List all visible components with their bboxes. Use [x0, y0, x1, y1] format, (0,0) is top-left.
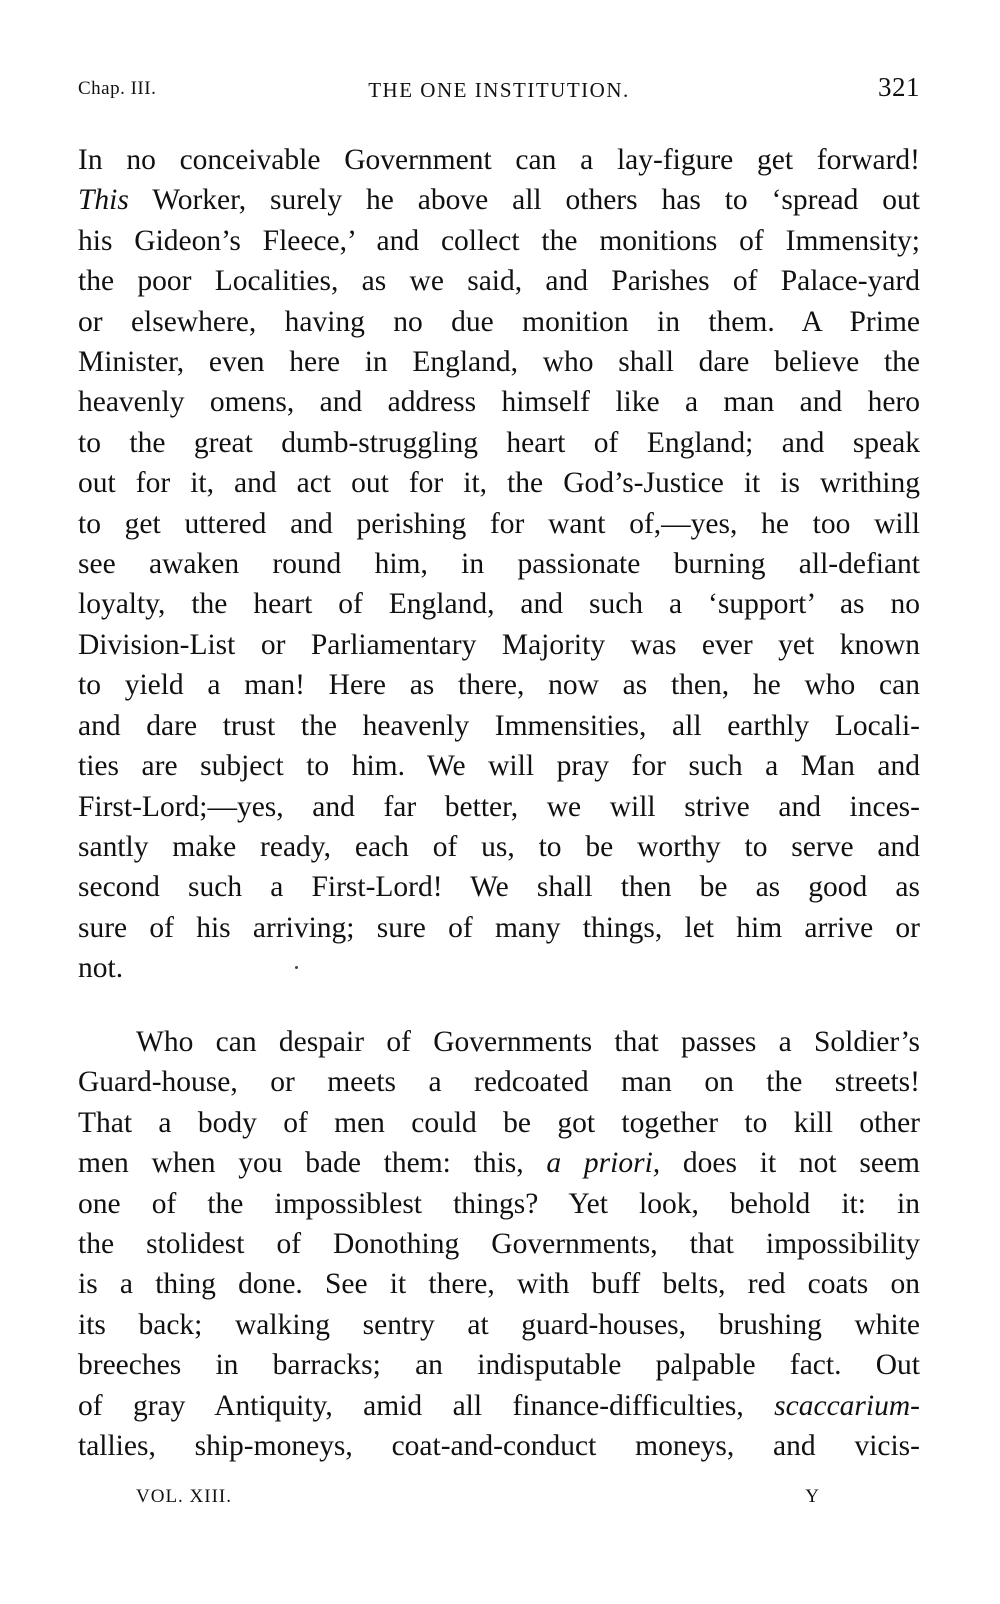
signature-mark: Y — [805, 1486, 820, 1507]
text-line: or elsewhere, having no due monition in them. A Prime — [78, 305, 920, 338]
text-line: men when you bade them: this, a priori, does it not seem — [78, 1147, 920, 1180]
text-line: sure of his arriving; sure of many things, let him arrive or — [78, 911, 920, 944]
text-line: not. — [78, 952, 124, 985]
text-line: the stolidest of Donothing Governments, that impossibility — [78, 1228, 920, 1261]
text-line: That a body of men could be got together to kill other — [78, 1106, 920, 1139]
page-footer — [78, 1486, 920, 1516]
chapter-label: Chap. III. — [78, 78, 157, 99]
running-title: THE ONE INSTITUTION. — [368, 78, 630, 102]
text-line: to yield a man! Here as there, now as then, he who can — [78, 669, 920, 702]
text-line: is a thing done. See it there, with buff belts, red coats on — [78, 1268, 920, 1301]
text-line: of gray Antiquity, amid all finance-difficulties, scaccarium- — [78, 1389, 920, 1422]
running-header — [78, 72, 920, 112]
text-line: its back; walking sentry at guard-houses, brushing white — [78, 1308, 920, 1341]
italic-word: a priori, — [546, 1147, 661, 1180]
volume-label: VOL. XIII. — [136, 1486, 233, 1507]
paragraph-2 — [78, 1022, 920, 1466]
text-line: Division-List or Parliamentary Majority was ever yet known — [78, 628, 920, 661]
text-line: see awaken round him, in passionate burning all-defiant — [78, 548, 920, 581]
text-line: Who can despair of Governments that passes a Soldier’s — [136, 1026, 920, 1058]
text-line: one of the impossiblest things? Yet look, behold it: in — [78, 1187, 920, 1220]
text-line: First-Lord;—yes, and far better, we will strive and inces- — [78, 790, 920, 823]
stray-ink-mark — [295, 966, 298, 969]
text-line: to get uttered and perishing for want of,—yes, he too will — [78, 507, 920, 540]
text-line: tallies, ship-moneys, coat-and-conduct moneys, and vicis- — [78, 1430, 920, 1463]
text-line: Guard-house, or meets a redcoated man on the streets! — [78, 1066, 920, 1099]
text-line: Minister, even here in England, who shall dare believe the — [78, 346, 920, 379]
italic-word: This — [78, 184, 129, 217]
text-line: and dare trust the heavenly Immensities, all earthly Locali- — [78, 709, 920, 742]
text-line: In no conceivable Government can a lay-figure get forward! — [78, 144, 920, 176]
paragraph-1 — [78, 140, 920, 989]
text-line: heavenly omens, and address himself like a man and hero — [78, 386, 920, 419]
text-line: This Worker, surely he above all others has to ‘spread out — [78, 184, 920, 217]
page-number: 321 — [878, 72, 920, 102]
text-line: second such a First-Lord! We shall then be as good as — [78, 871, 920, 904]
text-line: his Gideon’s Fleece,’ and collect the monitions of Immensity; — [78, 224, 920, 257]
text-line: the poor Localities, as we said, and Parishes of Palace-yard — [78, 265, 920, 298]
italic-word: scaccarium- — [774, 1389, 920, 1422]
text-line: santly make ready, each of us, to be worthy to serve and — [78, 830, 920, 863]
text-line: breeches in barracks; an indisputable palpable fact. Out — [78, 1349, 920, 1382]
text-line: out for it, and act out for it, the God’s-Justice it is writhing — [78, 467, 920, 500]
text-line: ties are subject to him. We will pray for such a Man and — [78, 750, 920, 783]
text-line: to the great dumb-struggling heart of England; and speak — [78, 426, 920, 459]
text-line: loyalty, the heart of England, and such a ‘support’ as no — [78, 588, 920, 621]
